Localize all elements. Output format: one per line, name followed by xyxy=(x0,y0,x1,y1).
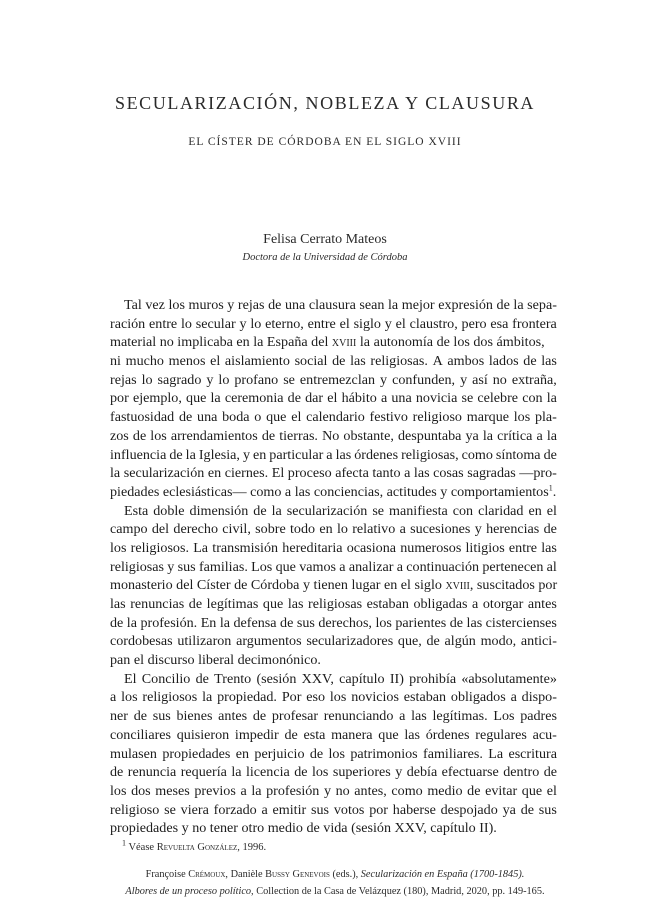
text-line: fastuosidad de una boda o que el calendario festivo religioso marque los pla- xyxy=(110,409,557,426)
chapter-subtitle: EL CÍSTER DE CÓRDOBA EN EL SIGLO XVIII xyxy=(188,136,462,148)
footnote-marker: 1 xyxy=(548,483,553,493)
footnote: $^1$ Véase Revuelta González, 1996. xyxy=(122,838,267,853)
text-line: los dos meses previos a la profesión y no antes, como medio de evitar que el xyxy=(110,782,557,799)
text-line: conciliares quisieron impedir de esta manera que las órdenes regulares acu- xyxy=(110,726,557,743)
book-subtitle: Albores de un proceso político, xyxy=(125,886,254,897)
text-line: ración entre lo secular y lo eterno, entre el siglo y el claustro, pero esa frontera xyxy=(110,315,557,332)
text-line: de renuncia requería la licencia de los superiores y debía efectuarse dentro de xyxy=(110,764,557,781)
text-line: Esta doble dimensión de la secularización se manifiesta con claridad en el xyxy=(124,502,557,519)
text-line: religioso se viera forzado a emitir sus votos por haberse despojado ya de sus xyxy=(110,801,557,818)
chapter-title: SECULARIZACIÓN, NOBLEZA Y CLAUSURA xyxy=(114,93,536,113)
text-segment: material no implicaba en la España del xviii la autonomía de los dos ámbitos, xyxy=(110,334,545,351)
text-line: pan el discurso liberal decimonónico. xyxy=(110,652,321,669)
text-line: la secularización en ciernes. El proceso afecta tanto a las cosas sagradas —pro- xyxy=(110,465,557,482)
text-line: las renuncias de legítimas que las religiosas estaban obligadas a otorgar antes xyxy=(110,596,557,612)
text-line: influencia de la Iglesia, y en particular a las órdenes religiosas, como síntoma de xyxy=(110,446,557,463)
cited-author: Revuelta González xyxy=(156,842,238,853)
text-line xyxy=(110,333,557,352)
text-line: por ejemplo, que la ceremonia de dar el hábito a una novicia se celebre con la xyxy=(110,390,557,407)
citation-line: Albores de un proceso político, Collection de la Casa de Velázquez (180), Madrid, 2020, pp. 149-165. xyxy=(125,886,545,897)
text-line: de la profesión. En la defensa de sus derechos, los parientes de las cistercienses xyxy=(110,614,557,631)
text-line: los religiosos. La transmisión hereditaria ocasiona numerosos litigios entre las xyxy=(110,539,557,556)
text-line: religiosas y sus familias. Los que vamos a analizar a continuación pertenecen al xyxy=(110,558,557,575)
book-citation xyxy=(105,866,565,900)
text-line: ni mucho menos el aislamiento social de las religiosas. A ambos lados de las xyxy=(110,353,557,370)
text-line: ner de sus bienes antes de profesar renunciando a las legítimas. Los padres xyxy=(110,708,557,725)
text-line: cordobesas utilizaron argumentos secularizadores que, de algún modo, antici- xyxy=(110,633,557,650)
book-title: Secularización en España (1700-1845). xyxy=(360,869,525,880)
text-line: Tal vez los muros y rejas de una clausura sean la mejor expresión de la sepa- xyxy=(124,297,557,313)
century-numeral: xviii xyxy=(445,577,470,594)
citation-line: Françoise Crémoux, Danièle Bussy Genevois (eds.), Secularización en España (1700-1845). xyxy=(145,869,525,880)
editor-name: Bussy Genevois xyxy=(265,869,330,880)
body-text xyxy=(110,296,557,838)
text-line: monasterio del Císter de Córdoba y tienen lugar en el siglo xviii, suscitados por xyxy=(110,577,558,594)
text-line: rejas lo sagrado y lo profano se entremezclan y confunden, y así no extraña, xyxy=(110,371,557,388)
editor-name: Crémoux xyxy=(188,869,226,880)
century-numeral: xviii xyxy=(331,334,357,351)
text-line: mulasen propiedades en perjuicio de los patrimonios familiares. La escritura xyxy=(110,745,557,762)
text-line: propiedades y no tener otro medio de vida (sesión XXV, capítulo II). xyxy=(110,820,497,837)
footnote-number: 1 xyxy=(122,838,126,848)
text-line: zos de los arrendamientos de tierras. No obstante, despuntaba ya la crítica a la xyxy=(110,427,557,444)
author-name: Felisa Cerrato Mateos xyxy=(263,232,387,247)
text-line: a los religiosos la propiedad. Por eso los novicios estaban obligados a dispo- xyxy=(110,689,557,706)
text-line: El Concilio de Trento (sesión XXV, capítulo II) prohibía «absolutamente» xyxy=(124,670,557,687)
author-affiliation: Doctora de la Universidad de Córdoba xyxy=(242,252,408,263)
text-line: campo del derecho civil, sobre todo en lo relativo a sucesiones y herencias de xyxy=(110,521,557,538)
text-line: piedades eclesiásticas— como a las conciencias, actitudes y comportamientos$^1$. xyxy=(110,483,557,500)
